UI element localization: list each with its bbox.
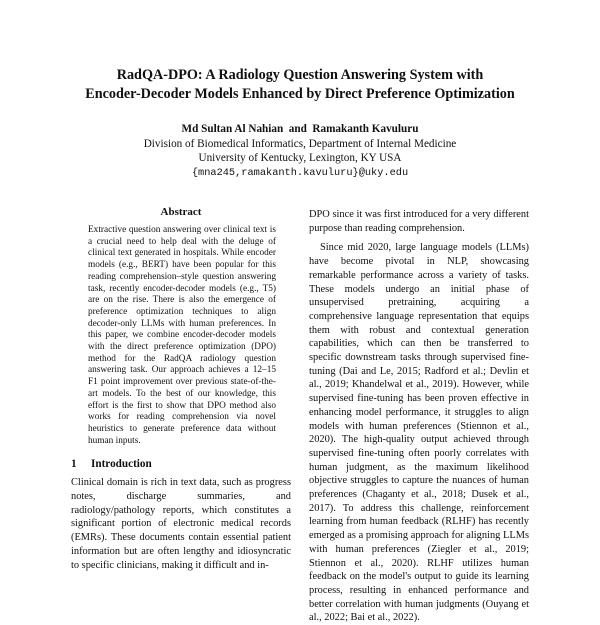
abstract-heading: Abstract	[160, 206, 202, 218]
author-block	[0, 122, 600, 180]
abstract-text: Extractive question answering over clinical text is a crucial need to help deal with the deluge of clinical text generated in hospitals. While encoder models (e.g., BERT) have been popular for this reading comprehension–style question answering task, recently encoder-decoder models (e.g., T5) are on the rise. There is also the emergence of preference optimization techniques to align decoder-only LLMs with human preferences. In this paper, we combine encoder-decoder models with the direct preference optimization (DPO) method for the RadQA radiology question answering task. Our approach achieves a 12–15 F1 point improvement over previous state-of-the-art models. To the best of our knowledge, this effort is the first to show that DPO method also works for reading comprehension via novel heuristics to generate preference data without human inputs.	[88, 225, 276, 446]
section-heading-introduction	[71, 458, 291, 470]
right-paragraph-1: Since mid 2020, large language models (LLMs) have become pivotal in NLP, showcasing remarkable performance across a variety of tasks. These models undergo an initial phase of unsupervised pretraining, acquiring a comprehensive language representation that equips them with robust and contextual generation capabilities, which can then be transferred to specific downstream tasks through supervised fine-tuning (Dai and Le, 2015; Radford et al.; Devlin et al., 2019; Khandelwal et al., 2019). However, while supervised fine-tuning has been proven effective in enhancing model performance, it struggles to align models with human preferences (Stiennon et al., 2020). The high-quality output achieved through supervised fine-tuning often poorly correlates with human judgment, as the maximum likelihood objective struggles to capture the nuances of human preferences (Chaganty et al., 2018; Dusek et al., 2017). To address this challenge, reinforcement learning from human feedback (RLHF) has recently emerged as a promising approach for aligning LLMs with human preferences (Ziegler et al., 2019; Stiennon et al., 2020). RLHF utilizes human feedback on the model's output to guide its learning process, resulting in enhanced performance and better correlation with human judgments (Ouyang et al., 2022; Bai et al., 2022).	[309, 242, 529, 624]
paper-title	[0, 66, 600, 104]
section-number: 1	[71, 458, 77, 471]
right-column	[309, 208, 529, 625]
affiliation-line-1: Division of Biomedical Informatics, Department of Internal Medicine	[143, 137, 457, 150]
affiliation-line-2: University of Kentucky, Lexington, KY USA	[198, 152, 402, 164]
title-line-1: RadQA-DPO: A Radiology Question Answering System with	[116, 67, 484, 83]
author-names: Md Sultan Al Nahian and Ramakanth Kavuluru	[181, 123, 419, 135]
right-paragraph-0: DPO since it was first introduced for a very different purpose than reading comprehension.	[309, 209, 529, 234]
section-title: Introduction	[91, 458, 152, 471]
left-column	[71, 206, 291, 572]
author-email: {mna245,ramakanth.kavuluru}@uky.edu	[191, 166, 409, 179]
intro-paragraph-1: Clinical domain is rich in text data, such as progress notes, discharge summaries, and radiology/pathology reports, which constitutes a significant portion of electronic medical records (EMRs). These documents contain essential patient information but are often lengthy and idiosyncratic to specific clinicians, making it difficult and in-	[71, 477, 291, 571]
title-line-2: Encoder-Decoder Models Enhanced by Direct Preference Optimization	[85, 86, 515, 102]
